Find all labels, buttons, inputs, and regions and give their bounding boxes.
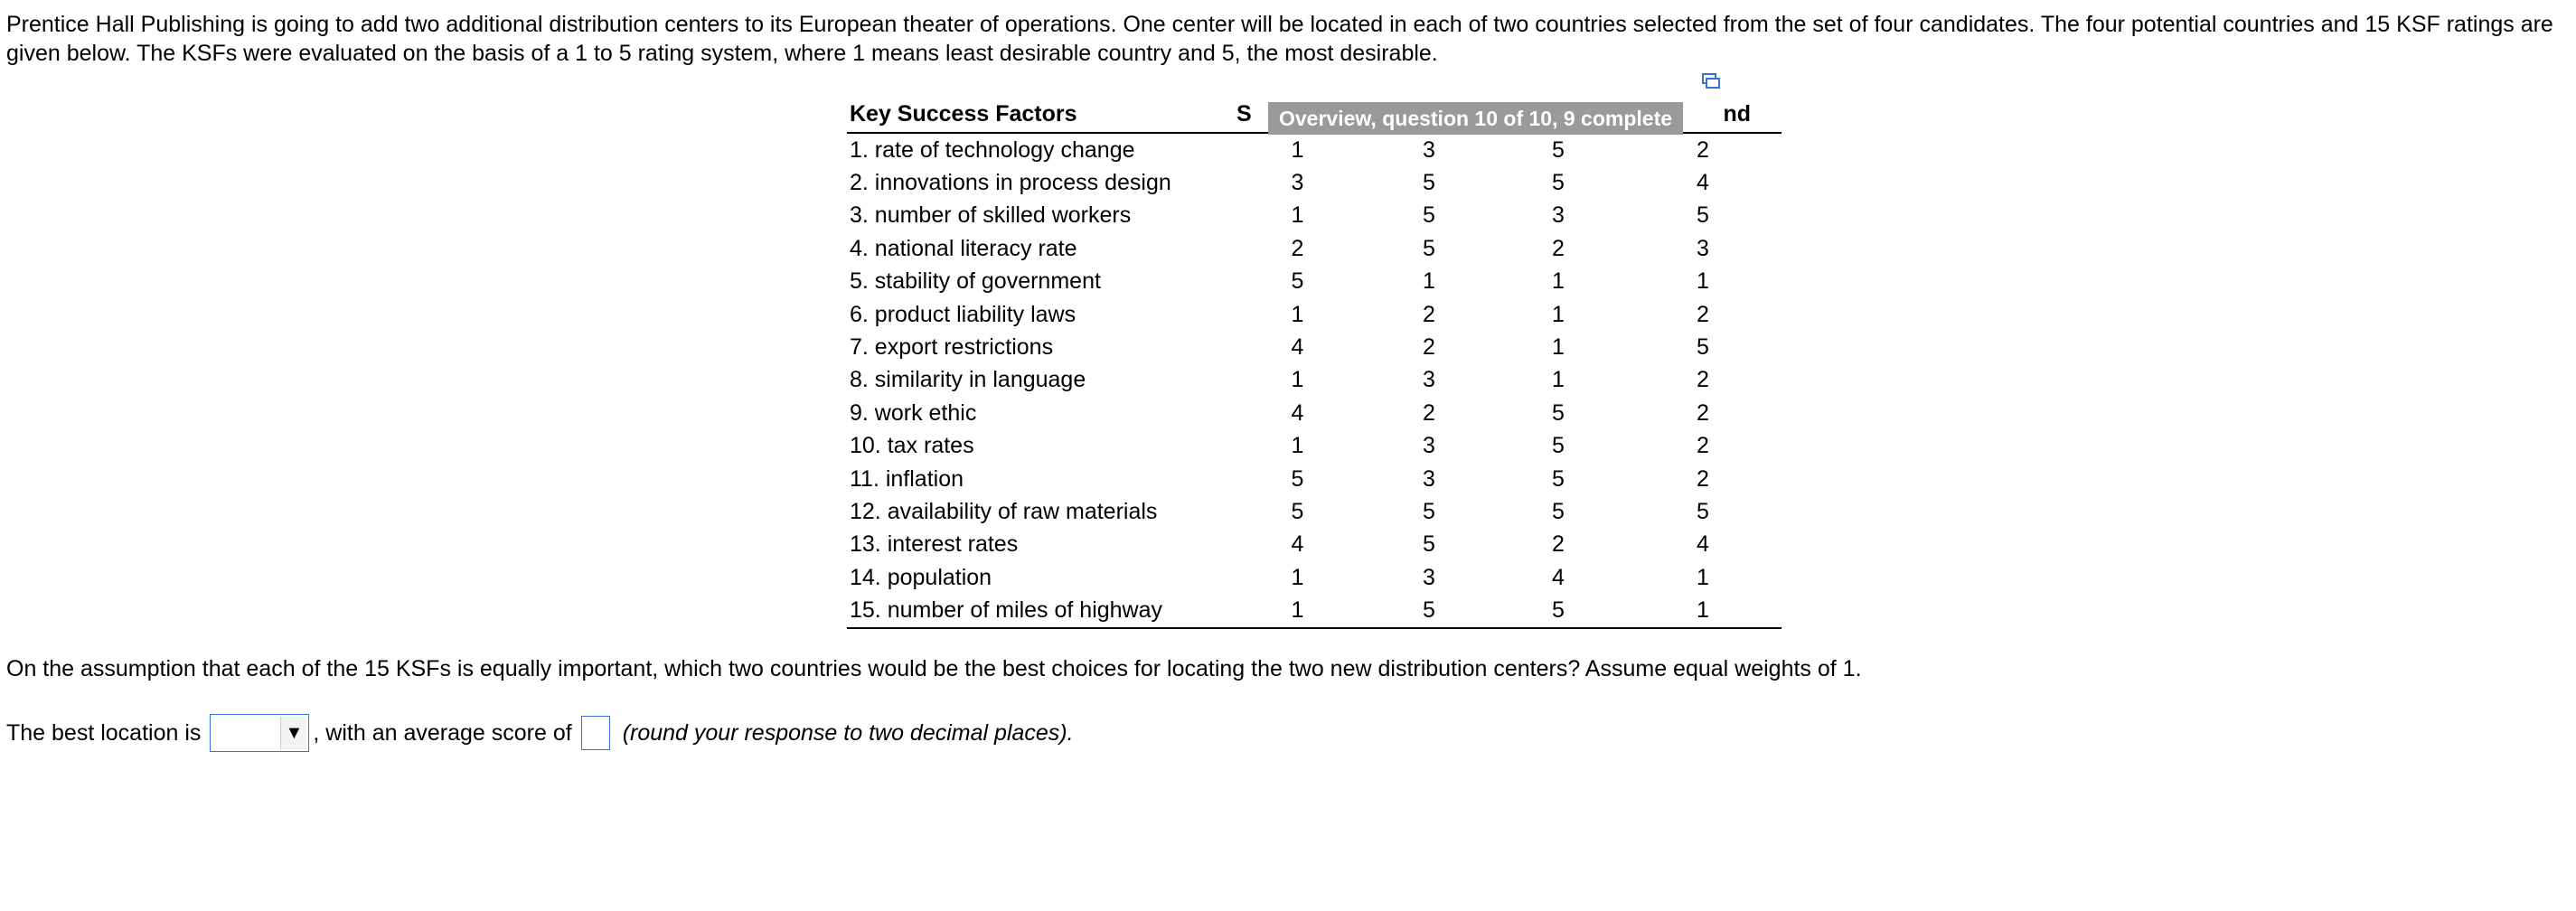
rating-cell: 3 xyxy=(1697,235,1709,261)
rating-cell: 2 xyxy=(1423,301,1435,327)
ksf-table-container xyxy=(847,96,1782,629)
rating-cell: 5 xyxy=(1291,268,1304,295)
table-row xyxy=(847,298,1782,331)
table-row xyxy=(847,232,1782,265)
table-row xyxy=(847,495,1782,528)
rating-cell: 1 xyxy=(1552,367,1565,393)
rating-cell: 5 xyxy=(1552,136,1565,163)
rating-cell: 5 xyxy=(1697,334,1709,361)
factor-cell: 9. work ethic xyxy=(850,399,977,426)
rating-cell: 5 xyxy=(1423,235,1435,261)
table-row xyxy=(847,166,1782,199)
rating-cell: 2 xyxy=(1291,235,1304,261)
rating-cell: 1 xyxy=(1291,433,1304,459)
rating-cell: 5 xyxy=(1552,399,1565,426)
table-row xyxy=(847,561,1782,594)
rating-cell: 2 xyxy=(1697,399,1709,426)
factor-cell: 10. tax rates xyxy=(850,433,974,459)
rating-cell: 3 xyxy=(1423,136,1435,163)
rating-cell: 1 xyxy=(1622,594,1782,627)
rating-cell: 1 xyxy=(1552,268,1565,295)
rating-cell: 5 xyxy=(1423,170,1435,196)
table-row xyxy=(847,331,1782,363)
rating-cell: 2 xyxy=(1423,399,1435,426)
rating-cell: 5 xyxy=(1697,202,1709,229)
factor-cell: 6. product liability laws xyxy=(850,301,1076,327)
table-row xyxy=(847,463,1782,495)
question-text: On the assumption that each of the 15 KSFs is equally important, which two countries would be the best choices for locating the two new distribution centers? Assume equal weights of 1. xyxy=(6,656,1862,681)
rating-cell: 2 xyxy=(1697,433,1709,459)
factor-cell: 14. population xyxy=(850,564,992,590)
rating-cell: 2 xyxy=(1697,465,1709,492)
table-row xyxy=(847,529,1782,561)
rating-cell: 4 xyxy=(1291,531,1304,558)
rating-cell: 3 xyxy=(1291,170,1304,196)
rating-cell: 5 xyxy=(1423,498,1435,524)
rating-cell: 1 xyxy=(1291,136,1304,163)
rating-cell: 5 xyxy=(1552,498,1565,524)
rating-cell: 2 xyxy=(1697,301,1709,327)
rating-cell: 5 xyxy=(1291,498,1304,524)
rating-cell: 3 xyxy=(1423,367,1435,393)
answer-middle-text: , with an average score of xyxy=(313,719,572,746)
table-row xyxy=(847,430,1782,463)
rating-cell: 2 xyxy=(1423,334,1435,361)
rating-cell: 5 xyxy=(1552,170,1565,196)
rating-cell: 2 xyxy=(1552,531,1565,558)
rating-cell: 1 xyxy=(1291,202,1304,229)
factor-cell: 15. number of miles of highway xyxy=(847,594,1229,627)
problem-intro: Prentice Hall Publishing is going to add two additional distribution centers to its European theater of operations. One center will be located in each of two countries selected from the set of four candidates. The four potential countries and 15 KSF ratings are given below. The KSFs were evaluated on the basis of a 1 to 5 rating system, where 1 means least desirable country and 5, the most desirable. xyxy=(6,12,2553,66)
rating-cell: 2 xyxy=(1697,136,1709,163)
rating-cell: 3 xyxy=(1423,433,1435,459)
rating-cell: 1 xyxy=(1552,301,1565,327)
average-score-input[interactable] xyxy=(581,716,610,750)
rating-cell: 4 xyxy=(1291,399,1304,426)
factor-cell: 8. similarity in language xyxy=(850,367,1086,393)
rating-cell: 4 xyxy=(1552,564,1565,590)
rating-cell: 3 xyxy=(1423,465,1435,492)
header-country-4: nd xyxy=(1622,96,1782,133)
header-key-success-factors: Key Success Factors xyxy=(847,96,1229,133)
factor-cell: 5. stability of government xyxy=(850,268,1101,295)
rating-cell: 1 xyxy=(1291,564,1304,590)
table-row xyxy=(847,200,1782,232)
rating-cell: 1 xyxy=(1697,564,1709,590)
header-country-1: S xyxy=(1229,96,1363,133)
table-row xyxy=(847,364,1782,397)
rating-cell: 5 xyxy=(1423,202,1435,229)
answer-line xyxy=(6,712,1074,754)
rating-cell: 5 xyxy=(1291,465,1304,492)
rating-cell: 5 xyxy=(1697,498,1709,524)
progress-tooltip: Overview, question 10 of 10, 9 complete xyxy=(1268,102,1683,135)
factor-cell: 2. innovations in process design xyxy=(850,170,1171,196)
rating-cell: 3 xyxy=(1552,202,1565,229)
rating-cell: 1 xyxy=(1291,367,1304,393)
rating-cell: 2 xyxy=(1697,367,1709,393)
copy-icon[interactable] xyxy=(1702,73,1720,89)
factor-cell: 13. interest rates xyxy=(850,531,1019,558)
factor-cell: 12. availability of raw materials xyxy=(850,498,1158,524)
rating-cell: 5 xyxy=(1552,433,1565,459)
ksf-table xyxy=(847,96,1782,629)
factor-cell: 4. national literacy rate xyxy=(850,235,1077,261)
rating-cell: 4 xyxy=(1697,531,1709,558)
rating-cell: 4 xyxy=(1291,334,1304,361)
table-row xyxy=(847,397,1782,429)
table-row xyxy=(847,594,1782,627)
factor-cell: 1. rate of technology change xyxy=(850,136,1135,163)
rating-cell: 1 xyxy=(1291,301,1304,327)
rating-cell: 5 xyxy=(1552,465,1565,492)
factor-cell: 3. number of skilled workers xyxy=(850,202,1132,229)
rating-cell: 1 xyxy=(1423,268,1435,295)
rating-cell: 1 xyxy=(1552,334,1565,361)
factor-cell: 7. export restrictions xyxy=(850,334,1054,361)
rating-cell: 2 xyxy=(1552,235,1565,261)
rating-cell: 4 xyxy=(1697,170,1709,196)
factor-cell: 11. inflation xyxy=(850,465,964,492)
rating-cell: 1 xyxy=(1229,594,1363,627)
best-location-dropdown[interactable] xyxy=(210,714,309,752)
table-row xyxy=(847,133,1782,166)
answer-prefix: The best location is xyxy=(6,719,202,746)
rating-cell: 5 xyxy=(1492,594,1622,627)
table-row xyxy=(847,266,1782,298)
rounding-hint: (round your response to two decimal places). xyxy=(622,719,1074,746)
rating-cell: 1 xyxy=(1697,268,1709,295)
dropdown-arrow-icon[interactable]: ▼ xyxy=(280,717,306,749)
rating-cell: 3 xyxy=(1423,564,1435,590)
rating-cell: 5 xyxy=(1363,594,1492,627)
rating-cell: 5 xyxy=(1423,531,1435,558)
